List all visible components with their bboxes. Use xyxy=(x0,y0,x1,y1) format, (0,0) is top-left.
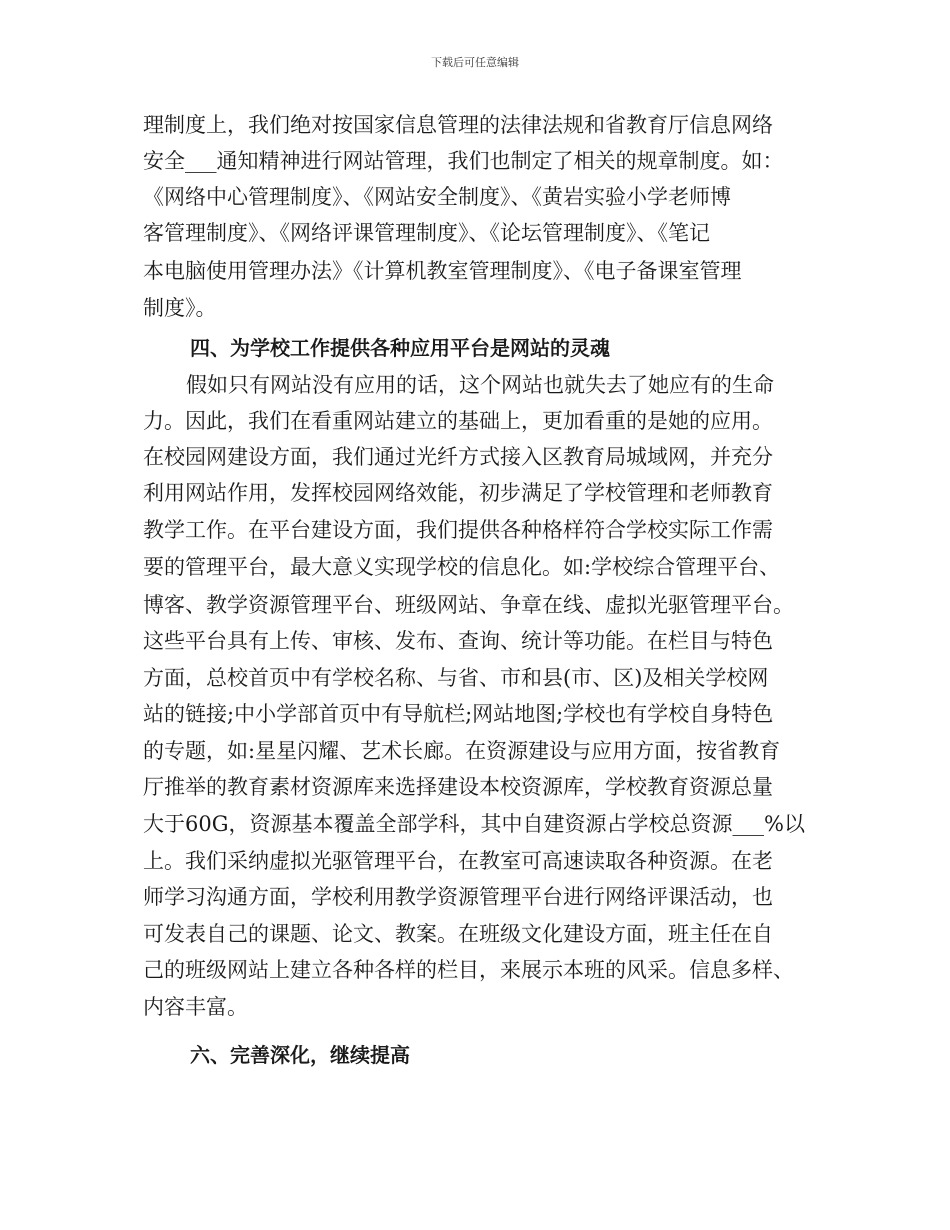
paragraph-line: 在校园网建设方面，我们通过光纤方式接入区教育局城域网，并充分 xyxy=(143,445,773,469)
paragraph-line: 内容丰富。 xyxy=(143,995,248,1019)
paragraph-line: 安全___通知精神进行网站管理，我们也制定了相关的规章制度。如： xyxy=(143,149,784,173)
paragraph-line: 己的班级网站上建立各种各样的栏目，来展示本班的风采。信息多样、 xyxy=(143,958,794,982)
paragraph-line: 的专题，如:星星闪耀、艺术长廊。在资源建设与应用方面，按省教育 xyxy=(143,739,781,763)
paragraph-line: 站的链接;中小学部首页中有导航栏;网站地图;学校也有学校自身特色 xyxy=(143,702,774,726)
page-header: 下载后可任意编辑 xyxy=(431,56,519,69)
paragraph-line: 这些平台具有上传、审核、发布、查询、统计等功能。在栏目与特色 xyxy=(143,629,773,653)
paragraph-line: 力。因此，我们在看重网站建立的基础上，更加看重的是她的应用。 xyxy=(143,409,773,433)
paragraph-line: 厅推举的教育素材资源库来选择建设本校资源库，学校教育资源总量 xyxy=(143,775,773,799)
paragraph-line: 师学习沟通方面，学校利用教学资源管理平台进行网络评课活动，也 xyxy=(143,885,773,909)
paragraph-line: 制度》。 xyxy=(143,296,217,320)
section-heading: 六、完善深化，继续提高 xyxy=(190,1043,410,1067)
paragraph-line: 理制度上，我们绝对按国家信息管理的法律法规和省教育厅信息网络 xyxy=(143,113,773,137)
paragraph-line: 上。我们采纳虚拟光驱管理平台，在教室可高速读取各种资源。在老 xyxy=(143,849,773,873)
paragraph-line: 方面，总校首页中有学校名称、与省、市和县(市、区)及相关学校网 xyxy=(143,666,769,690)
section-heading: 四、为学校工作提供各种应用平台是网站的灵魂 xyxy=(190,336,610,360)
paragraph-line: 假如只有网站没有应用的话，这个网站也就失去了她应有的生命 xyxy=(186,373,774,397)
paragraph-line: 本电脑使用管理办法》《计算机教室管理制度》、《电子备课室管理 xyxy=(143,259,742,283)
paragraph-line: 可发表自己的课题、论文、教案。在班级文化建设方面，班主任在自 xyxy=(143,922,773,946)
paragraph-line: 要的管理平台，最大意义实现学校的信息化。如:学校综合管理平台、 xyxy=(143,555,781,579)
paragraph-line: 利用网站作用，发挥校园网络效能，初步满足了学校管理和老师教育 xyxy=(143,481,773,505)
paragraph-line: 博客、教学资源管理平台、班级网站、争章在线、虚拟光驱管理平台。 xyxy=(143,593,794,617)
paragraph-line: 客管理制度》、《网络评课管理制度》、《论坛管理制度》、《笔记 xyxy=(143,221,710,245)
paragraph-line: 《网络中心管理制度》、《网站安全制度》、《黄岩实验小学老师博 xyxy=(143,185,731,209)
paragraph-line: 大于60G，资源基本覆盖全部学科，其中自建资源占学校总资源___%以 xyxy=(143,812,805,836)
paragraph-line: 教学工作。在平台建设方面，我们提供各种格样符合学校实际工作需 xyxy=(143,518,773,542)
